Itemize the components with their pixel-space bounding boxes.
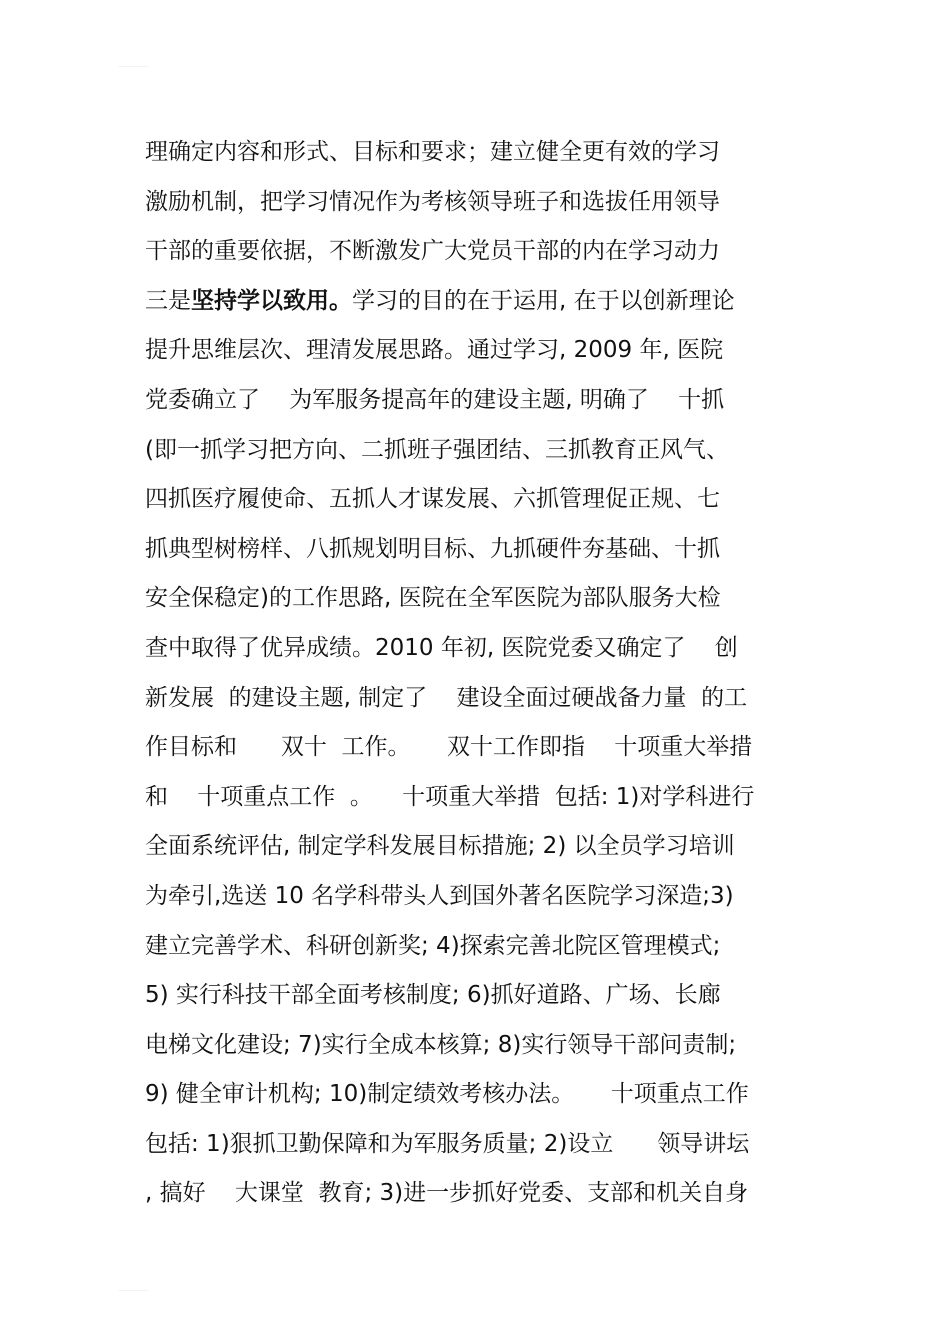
- paragraph-line: [145, 525, 835, 575]
- paragraph-line: [145, 1070, 835, 1120]
- text-segment: 安全保稳定)的工作思路, 医院在全军医院为部队服务大检: [145, 585, 721, 612]
- text-segment: 干部的重要依据，不断激发广大党员干部的内在学习动力: [145, 238, 720, 265]
- text-segment: 9) 健全审计机构; 10)制定绩效考核办法。 十项重点工作: [145, 1081, 749, 1108]
- paragraph-line: [145, 971, 835, 1021]
- text-segment: 包括: 1)狠抓卫勤保障和为军服务质量; 2)设立 领导讲坛: [145, 1130, 750, 1157]
- paragraph-line: [145, 574, 835, 624]
- paragraph-line: [145, 227, 835, 277]
- paragraph-line: [145, 624, 835, 674]
- paragraph-line: [145, 723, 835, 773]
- paragraph-line: [145, 773, 835, 823]
- text-segment: 电梯文化建设; 7)实行全成本核算; 8)实行领导干部问责制;: [145, 1031, 737, 1058]
- text-segment: 查中取得了优异成绩。2010 年初, 医院党委又确定了 创: [145, 634, 738, 661]
- paragraph-line: [145, 872, 835, 922]
- text-segment: 5) 实行科技干部全面考核制度; 6)抓好道路、广场、长廊: [145, 982, 721, 1009]
- text-segment: 三是: [145, 287, 191, 314]
- paragraph-line: [145, 1169, 835, 1219]
- paragraph-line: [145, 822, 835, 872]
- paragraph-line: [145, 426, 835, 476]
- document-body: [145, 128, 835, 1219]
- text-segment: 激励机制，把学习情况作为考核领导班子和选拔任用领导: [145, 188, 720, 215]
- text-segment: 建立完善学术、科研创新奖; 4)探索完善北院区管理模式;: [145, 932, 721, 959]
- text-segment: 理确定内容和形式、目标和要求；建立健全更有效的学习: [145, 139, 720, 165]
- paragraph-line: [145, 277, 835, 327]
- text-segment: 抓典型树榜样、八抓规划明目标、九抓硬件夯基础、十抓: [145, 535, 720, 562]
- text-segment: 学习的目的在于运用, 在于以创新理论: [352, 287, 735, 314]
- text-segment: 全面系统评估, 制定学科发展目标措施; 2) 以全员学习培训: [145, 833, 735, 860]
- paragraph-line: [145, 674, 835, 724]
- paragraph-line: [145, 178, 835, 228]
- paragraph-line: [145, 1120, 835, 1170]
- text-segment: 作目标和 双十 工作。 双十工作即指 十项重大举措: [145, 734, 753, 761]
- text-segment: 提升思维层次、理清发展思路。通过学习, 2009 年, 医院: [145, 337, 724, 364]
- paragraph-line: [145, 922, 835, 972]
- bold-text-segment: 坚持学以致用。: [191, 287, 352, 314]
- text-segment: 新发展 的建设主题, 制定了 建设全面过硬战备力量 的工: [145, 684, 748, 711]
- paragraph-line: [145, 128, 835, 178]
- paragraph-line: [145, 475, 835, 525]
- page-corner-mark-top: [118, 66, 148, 67]
- page-corner-mark-bottom: [118, 1290, 148, 1291]
- text-segment: (即一抓学习把方向、二抓班子强团结、三抓教育正风气、: [145, 436, 729, 463]
- text-segment: 党委确立了 为军服务提高年的建设主题, 明确了 十抓: [145, 386, 725, 413]
- paragraph-line: [145, 326, 835, 376]
- paragraph-line: [145, 1021, 835, 1071]
- text-segment: 四抓医疗履使命、五抓人才谋发展、六抓管理促正规、七: [145, 486, 720, 513]
- text-segment: , 搞好 大课堂 教育; 3)进一步抓好党委、支部和机关自身: [145, 1180, 749, 1207]
- paragraph-line: [145, 376, 835, 426]
- text-segment: 和 十项重点工作 。 十项重大举措 包括: 1)对学科进行: [145, 783, 755, 810]
- text-segment: 为牵引,选送 10 名学科带头人到国外著名医院学习深造;3): [145, 882, 734, 909]
